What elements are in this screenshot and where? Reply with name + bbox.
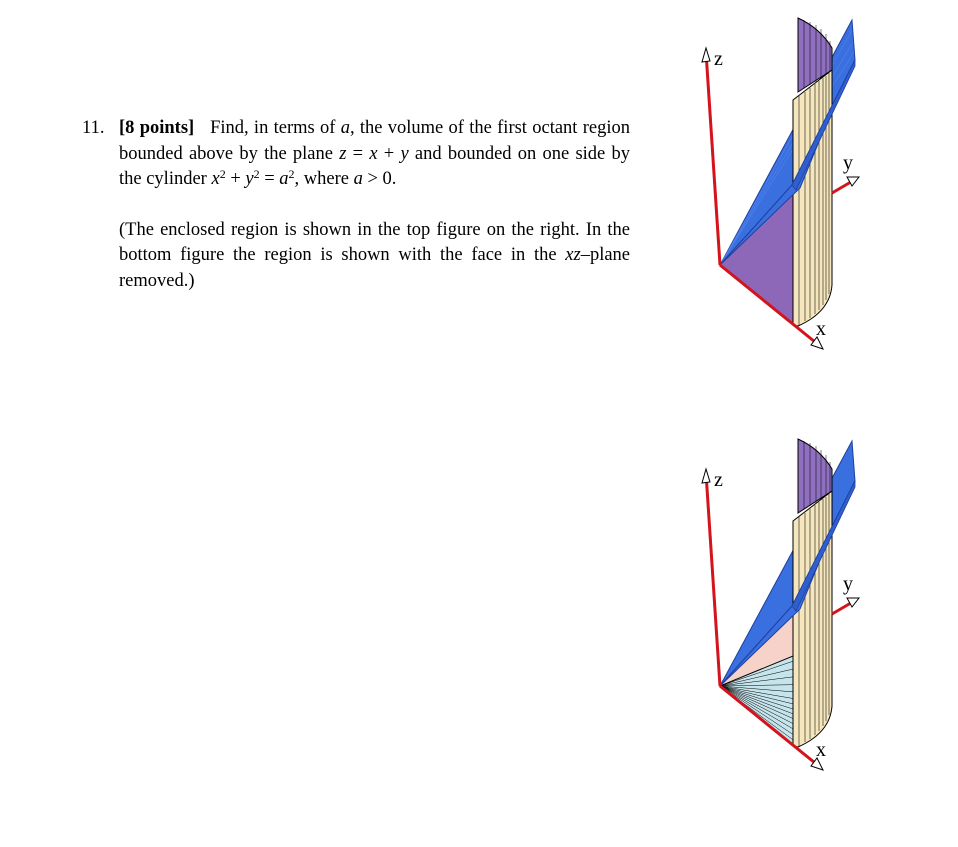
x-axis-label: x: [816, 318, 826, 340]
figure-top: [690, 10, 870, 355]
z-axis: [706, 473, 720, 686]
problem-statement: [8 points] Find, in terms of a, the volume of the first octant region bounded above by the plane z = x + y and bounded on one side by the cylinder $x^2 + y^2 = a^2$, where a > 0.: [119, 118, 631, 190]
z-axis-arrowhead: [702, 48, 710, 62]
z-axis-arrowhead: [702, 469, 710, 483]
cylinder-wall: [793, 70, 832, 326]
problem-number: 11.: [82, 118, 105, 138]
points-label: [8 points]: [119, 118, 195, 138]
x-axis-label: x: [816, 739, 826, 761]
z-axis-label: z: [714, 469, 723, 491]
figure-note: (The enclosed region is shown in the top figure on the right. In the bottom figure the region is shown with the face in the xz–plane removed.): [119, 219, 630, 291]
z-axis: [706, 52, 720, 265]
problem-11: [82, 116, 630, 295]
y-axis-label: y: [843, 573, 853, 595]
z-axis-label: z: [714, 48, 723, 70]
cylinder-wall: [793, 491, 832, 747]
y-axis-label: y: [843, 152, 853, 174]
problem-body: [119, 116, 630, 295]
figure-bottom: [690, 430, 870, 775]
